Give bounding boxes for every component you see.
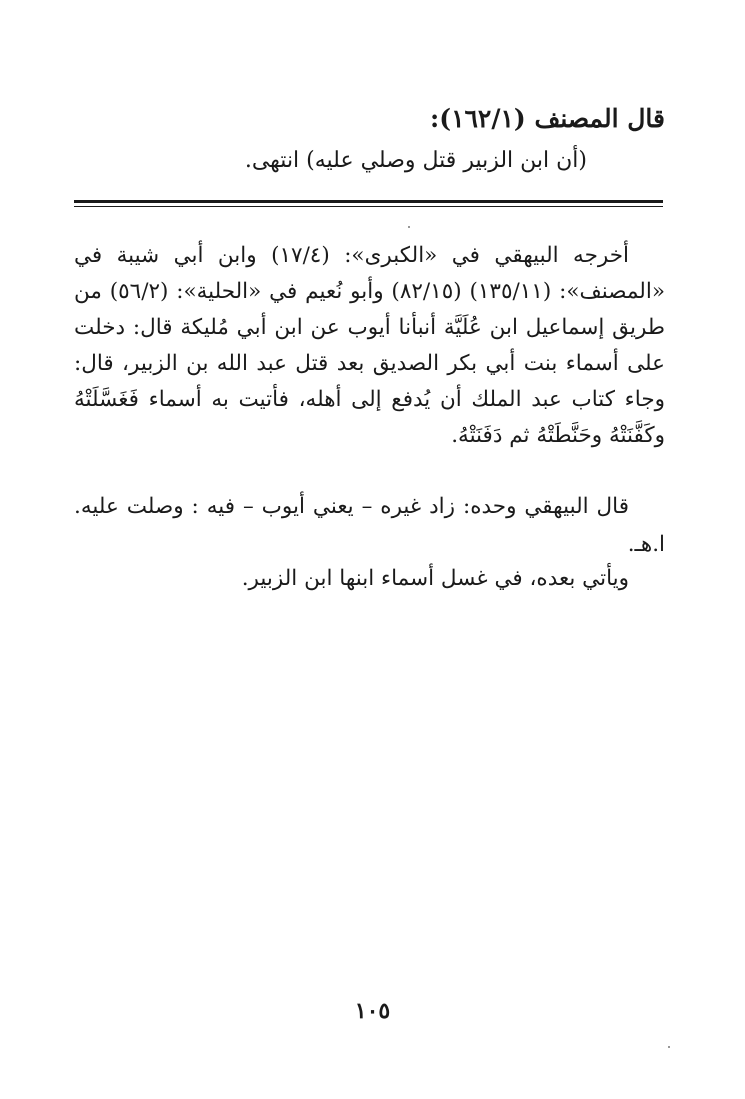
divider-thin — [74, 206, 663, 207]
page-number: ١٠٥ — [354, 998, 391, 1024]
divider-thick — [74, 200, 663, 203]
takhrij-text: أخرجه البيهقي في «الكبرى»: (١٧/٤) وابن أبي شيبة في «المصنف»: (١٣٥/١١) (٨٢/١٥) وأبو نُعيم في «الحلية»: (٥٦/٢) من طريق إسماعيل ابن عُلَيَّة أنبأنا أيوب عن ابن أبي مُليكة قال: دخلت على أسماء بنت أبي بكر الصديق بعد قتل عبد الله بن الزبير، قال: وجاء كتاب عبد الملك أن يُدفع إلى أهله، فأتيت به أسماء فَغَسَّلَتْهُ وكَفَّنَتْهُ وحَنَّطَتْهُ ثم دَفَنَتْهُ. — [74, 243, 665, 448]
quoted-text: (أن ابن الزبير قتل وصلي عليه) انتهى. — [244, 148, 587, 173]
takhrij-paragraph — [74, 238, 665, 454]
scan-speck — [408, 226, 410, 228]
section-heading: قال المصنف (١٦٢/١): — [430, 104, 665, 133]
cross-reference: ويأتي بعده، في غسل أسماء ابنها ابن الزبير. — [241, 566, 629, 591]
scan-speck — [668, 1046, 670, 1048]
bayhaqi-note: قال البيهقي وحده: زاد غيره – يعني أيوب – فيه : وصلت عليه. ا.هـ. — [74, 494, 665, 557]
